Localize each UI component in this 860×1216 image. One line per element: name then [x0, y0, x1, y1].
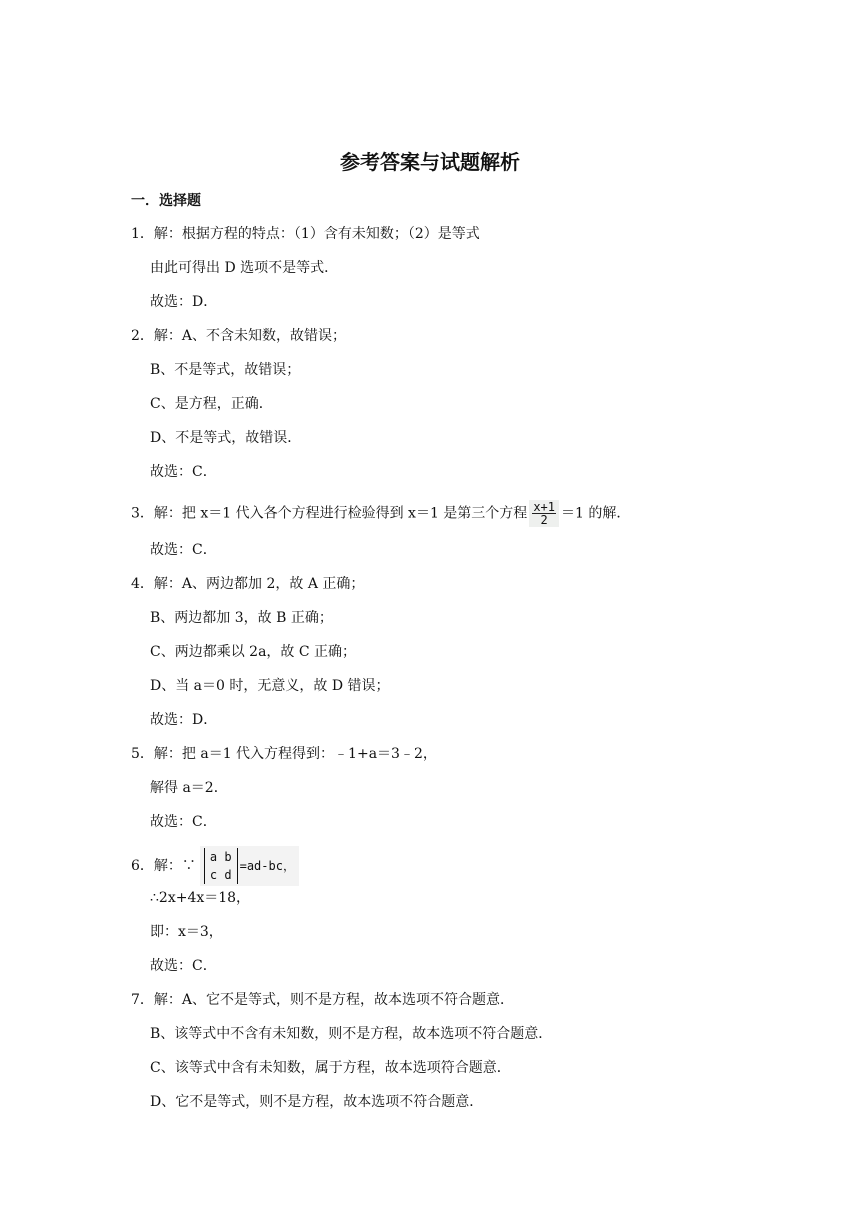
answer-line: C、该等式中含有未知数，属于方程，故本选项符合题意． — [150, 1060, 511, 1076]
answer-text: 3．解：把 x＝1 代入各个方程进行检验得到 x＝1 是第三个方程 — [131, 505, 528, 522]
answer-line: 解得 a＝2． — [150, 780, 228, 796]
fraction-numerator: x+1 — [533, 500, 555, 514]
answer-line: B、不是等式，故错误； — [150, 362, 301, 378]
answer-line: D、当 a＝0 时，无意义，故 D 错误； — [150, 678, 390, 694]
answer-line: 故选：C． — [150, 814, 217, 830]
answer-line: 故选：C． — [150, 542, 217, 558]
answer-line: 1．解：根据方程的特点：（1）含有未知数；（2）是等式 — [131, 226, 480, 242]
answer-line: 2．解：A、不含未知数，故错误； — [131, 328, 347, 344]
answer-line-with-fraction — [131, 500, 630, 527]
answer-line: 故选：C． — [150, 464, 217, 480]
answer-text: 6．解：∵ — [131, 858, 196, 874]
answer-line: 故选：C． — [150, 958, 217, 974]
answer-line: B、两边都加 3，故 B 正确； — [150, 610, 333, 626]
page-title: 参考答案与试题解析 — [340, 150, 520, 174]
answer-text: ＝1 的解． — [561, 505, 631, 522]
answer-line: 4．解：A、两边都加 2，故 A 正确； — [131, 576, 365, 592]
determinant-matrix — [204, 848, 238, 884]
answer-line: 故选：D． — [150, 294, 218, 310]
answer-line: 由此可得出 D 选项不是等式． — [150, 260, 339, 276]
answer-line: ∴2x+4x＝18， — [150, 890, 251, 906]
determinant-row: a b — [209, 850, 232, 864]
answer-line: 即：x＝3， — [150, 924, 223, 940]
answer-line: D、它不是等式，则不是方程，故本选项不符合题意． — [150, 1094, 484, 1110]
determinant-result: =ad-bc， — [239, 859, 295, 873]
answer-line: 7．解：A、它不是等式，则不是方程，故本选项不符合题意． — [131, 992, 515, 1008]
answer-line: 5．解：把 a＝1 代入方程得到：﹣1+a＝3﹣2， — [131, 746, 437, 762]
answer-line: B、该等式中不含有未知数，则不是方程，故本选项不符合题意． — [150, 1026, 553, 1042]
answer-line: 故选：D． — [150, 712, 218, 728]
section-heading: 一．选择题 — [131, 193, 201, 209]
fraction-denominator: 2 — [540, 513, 548, 527]
determinant-row: c d — [209, 868, 232, 882]
answer-line: C、是方程，正确． — [150, 396, 273, 412]
answer-line: D、不是等式，故错误． — [150, 430, 302, 446]
fraction-image — [529, 500, 559, 527]
determinant-image — [200, 846, 299, 886]
answer-line: C、两边都乘以 2a，故 C 正确； — [150, 644, 357, 660]
answer-line-with-determinant — [131, 846, 299, 886]
